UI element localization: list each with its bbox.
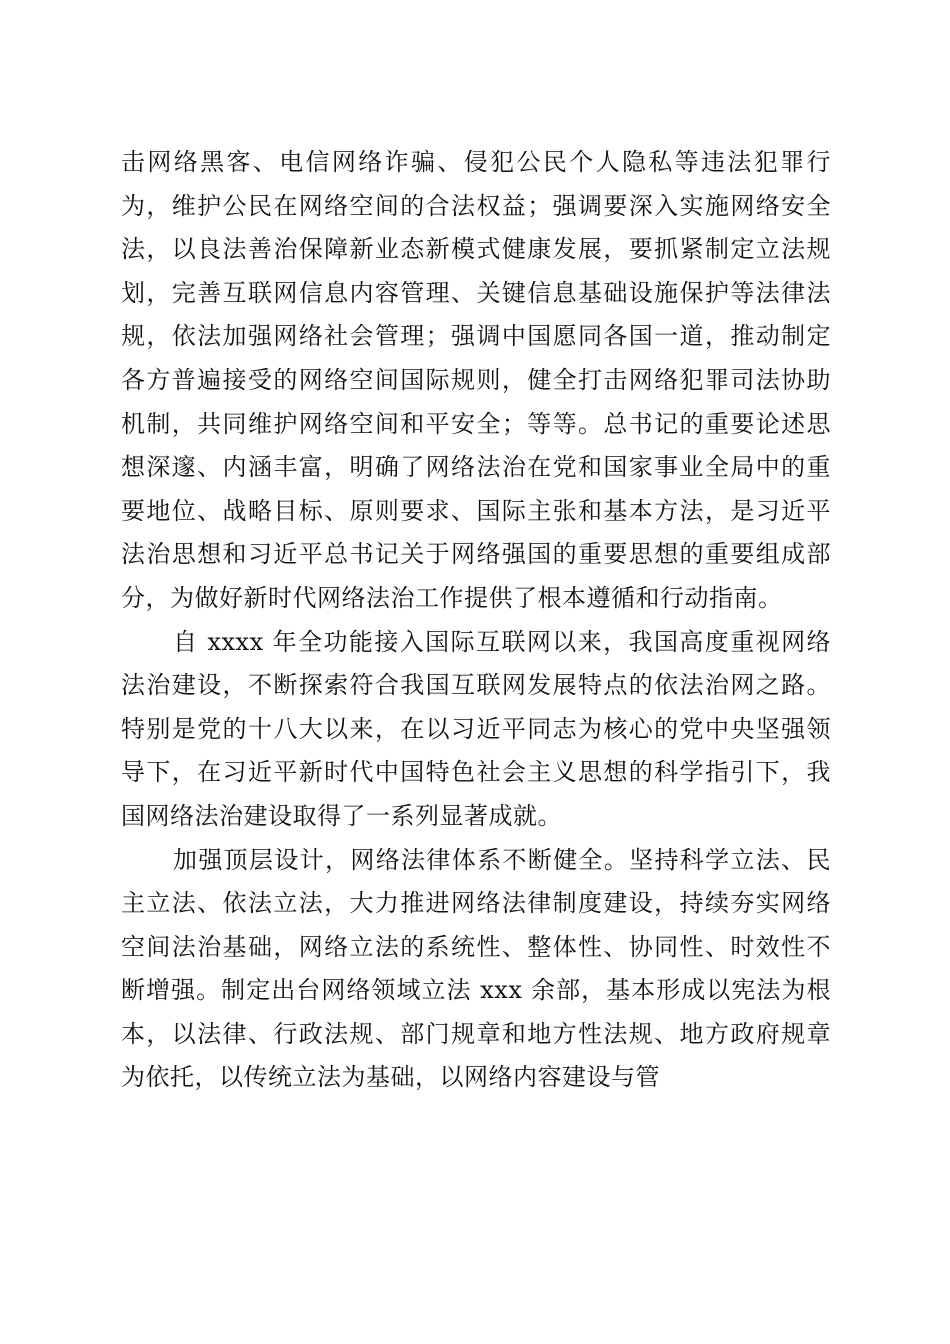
paragraph-1: 击网络黑客、电信网络诈骗、侵犯公民个人隐私等违法犯罪行为，维护公民在网络空间的合法权益；强调要深入实施网络安全法，以良法善治保障新业态新模式健康发展，要抓紧制定立法规划，完善互联网信息内容管理、关键信息基础设施保护等法律法规，依法加强网络社会管理；强调中国愿同各国一道，推动制定各方普遍接受的网络空间国际规则，健全打击网络犯罪司法协助机制，共同维护网络空间和平安全；等等。总书记的重要论述思想深邃、内涵丰富，明确了网络法治在党和国家事业全局中的重要地位、战略目标、原则要求、国际主张和基本方法，是习近平法治思想和习近平总书记关于网络强国的重要思想的重要组成部分，为做好新时代网络法治工作提供了根本遵循和行动指南。: [121, 148, 831, 612]
paragraph-2: 自 xxxx 年全功能接入国际互联网以来，我国高度重视网络法治建设，不断探索符合我国互联网发展特点的依法治网之路。特别是党的十八大以来，在以习近平同志为核心的党中央坚强领导下，在习近平新时代中国特色社会主义思想的科学指引下，我国网络法治建设取得了一系列显著成就。: [121, 627, 831, 830]
paragraph-3: 加强顶层设计，网络法律体系不断健全。坚持科学立法、民主立法、依法立法，大力推进网络法律制度建设，持续夯实网络空间法治基础，网络立法的系统性、整体性、协同性、时效性不断增强。制定出台网络领域立法 xxx 余部，基本形成以宪法为根本，以法律、行政法规、部门规章和地方性法规、地方政府规章为依托，以传统立法为基础，以网络内容建设与管: [121, 845, 831, 1092]
document-body: [121, 141, 831, 1100]
